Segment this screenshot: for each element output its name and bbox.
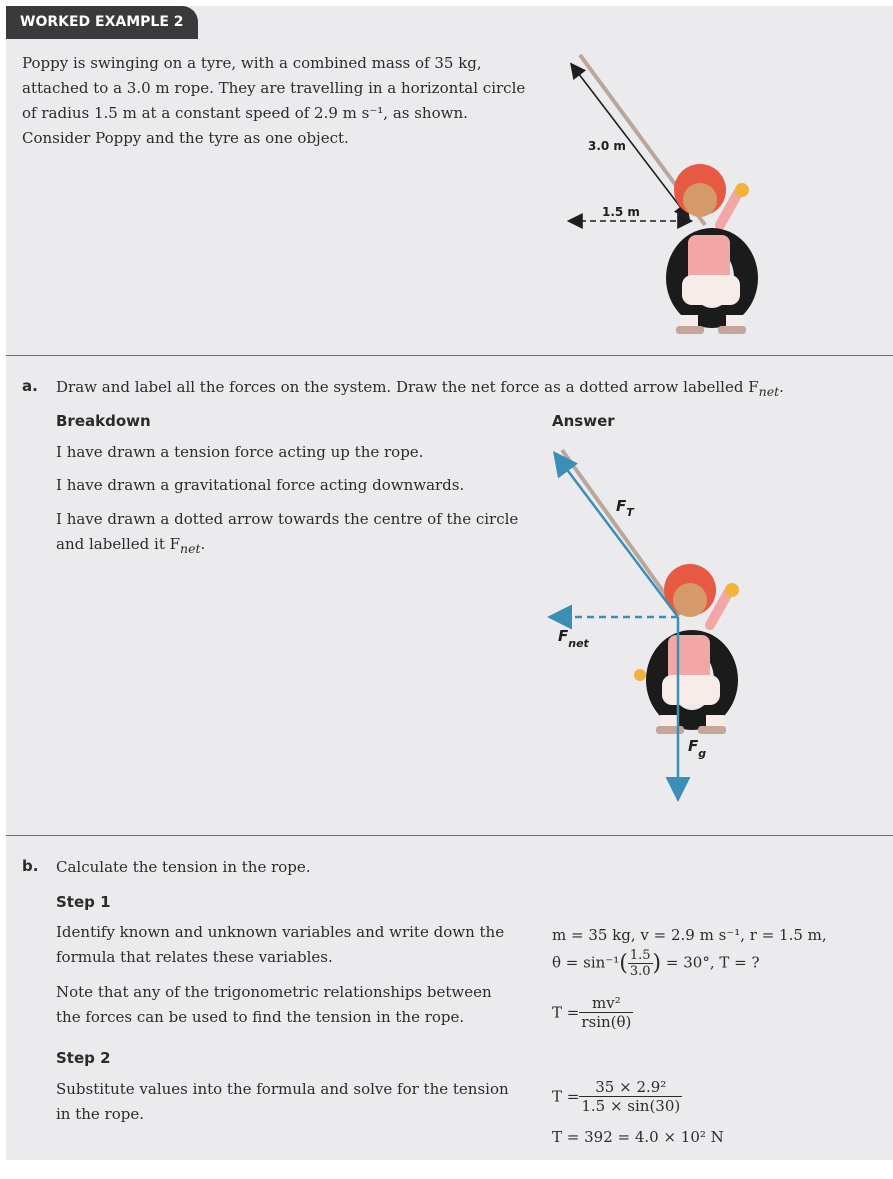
known-variables: m = 35 kg, v = 2.9 m s⁻¹, r = 1.5 m,	[552, 926, 827, 944]
tension-formula	[552, 994, 633, 1031]
formula-lhs: T =	[552, 1003, 580, 1022]
breakdown-item-cont-end: .	[200, 535, 206, 553]
tension-arrow	[556, 455, 678, 617]
figure-force-diagram	[540, 445, 800, 805]
substitution-fraction	[579, 1078, 682, 1115]
step1-line: formula that relates these variables.	[56, 948, 333, 966]
substitution	[552, 1078, 682, 1115]
radius-label: 1.5 m	[602, 205, 640, 219]
theta-rhs: = 30°, T = ?	[665, 953, 760, 972]
step1-text	[56, 920, 526, 970]
step2-heading: Step 2	[56, 1049, 111, 1067]
breakdown-item: I have drawn a dotted arrow towards the centre of the circle	[56, 510, 519, 528]
figure-swing-geometry	[540, 45, 800, 345]
intro-line: attached to a 3.0 m rope. They are travelling in a horizontal circle	[22, 79, 526, 97]
step1-note-line: Note that any of the trigonometric relationships between	[56, 983, 492, 1001]
rope	[562, 450, 680, 615]
divider	[6, 835, 893, 836]
part-a-question-sub: net	[758, 384, 780, 399]
intro-line: Consider Poppy and the tyre as one object.	[22, 129, 349, 147]
theta-denominator: 3.0	[629, 964, 651, 979]
divider	[6, 355, 893, 356]
part-a-question	[56, 375, 784, 404]
substitution-lhs: T =	[552, 1087, 580, 1106]
step1-note-line: the forces can be used to find the tension in the rope.	[56, 1008, 465, 1026]
result: T = 392 = 4.0 × 10² N	[552, 1128, 724, 1146]
substitution-denominator: 1.5 × sin(30)	[581, 1097, 681, 1115]
step2-line: Substitute values into the formula and solve for the tension	[56, 1080, 509, 1098]
theta-fraction	[628, 948, 653, 979]
theta-equation: θ = sin⁻¹( $\frac{1.5}{3.0}$ ) = 30°, T = ?	[552, 948, 760, 979]
breakdown-item-cont	[56, 532, 205, 561]
breakdown-item-cont-text: and labelled it F	[56, 535, 181, 553]
part-b-question: Calculate the tension in the rope.	[56, 858, 311, 876]
tension-label: $F_T$	[616, 497, 634, 519]
breakdown-item: I have drawn a tension force acting up the rope.	[56, 443, 424, 461]
part-b-letter: b.	[22, 857, 39, 875]
breakdown-item-cont-sub: net	[180, 541, 201, 556]
part-a-question-end: .	[779, 378, 784, 396]
breakdown-heading: Breakdown	[56, 412, 151, 430]
part-a-letter: a.	[22, 377, 38, 395]
formula-numerator: mv²	[579, 994, 633, 1013]
step1-line: Identify known and unknown variables and write down the	[56, 923, 505, 941]
formula-fraction	[579, 994, 633, 1031]
step1-note	[56, 980, 526, 1030]
intro-line: of radius 1.5 m at a constant speed of 2.9 m s⁻¹, as shown.	[22, 104, 468, 122]
substitution-numerator: 35 × 2.9²	[579, 1078, 682, 1097]
theta-numerator: 1.5	[629, 948, 651, 963]
theta-lhs: θ = sin⁻¹	[552, 953, 620, 972]
gravity-label: $F_g$	[688, 737, 707, 760]
rope-length-label: 3.0 m	[588, 139, 626, 153]
worked-example-banner: WORKED EXAMPLE 2	[6, 6, 198, 39]
part-a-question-text: Draw and label all the forces on the system. Draw the net force as a dotted arrow labelled F	[56, 378, 759, 396]
step2-line: in the rope.	[56, 1105, 145, 1123]
formula-denominator: rsin(θ)	[581, 1013, 632, 1031]
net-force-label: $F_{net}$	[558, 627, 589, 650]
breakdown-item: I have drawn a gravitational force acting downwards.	[56, 476, 465, 494]
poppy-on-tyre-icon	[634, 564, 739, 734]
step1-heading: Step 1	[56, 893, 111, 911]
step2-text	[56, 1077, 526, 1127]
intro-line: Poppy is swinging on a tyre, with a combined mass of 35 kg,	[22, 54, 482, 72]
poppy-on-tyre-icon	[666, 164, 758, 334]
answer-heading: Answer	[552, 412, 615, 430]
intro-text	[22, 51, 532, 151]
